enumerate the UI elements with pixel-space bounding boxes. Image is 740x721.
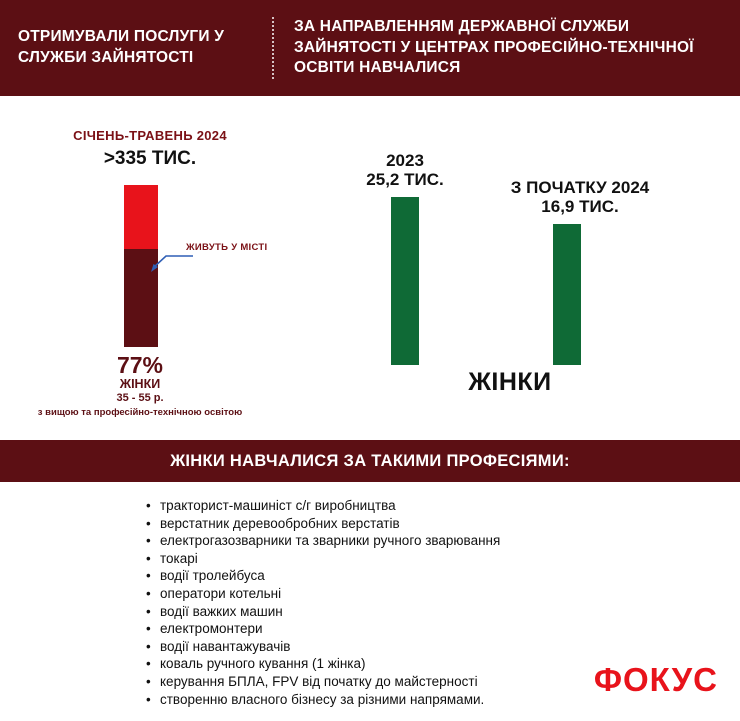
left-total-value: >335 ТИС.: [103, 148, 197, 169]
bar-2024-year-label: З ПОЧАТКУ 2024: [510, 178, 650, 197]
annotation-city-label: ЖИВУТЬ У МІСТІ: [186, 242, 268, 253]
list-item: • коваль ручного кування (1 жінка): [146, 655, 616, 673]
annotation-arrow-icon: [150, 254, 194, 276]
header-banner: [0, 0, 740, 96]
list-item: • керування БПЛА, FPV від початку до майстерності: [146, 673, 616, 691]
professions-banner-text: ЖІНКИ НАВЧАЛИСЯ ЗА ТАКИМИ ПРОФЕСІЯМИ:: [170, 451, 570, 470]
header-left-title: ОТРИМУВАЛИ ПОСЛУГИ У СЛУЖБИ ЗАЙНЯТОСТІ: [18, 28, 225, 66]
list-item: • оператори котельні: [146, 585, 616, 603]
professions-banner: [0, 440, 740, 482]
focus-logo: ФОКУС: [593, 661, 718, 698]
bar-2023: [391, 197, 419, 365]
list-item: • створенню власного бізнесу за різними напрямами.: [146, 691, 616, 709]
left-percent-value: 77%: [116, 352, 164, 378]
list-item: • тракторист-машиніст с/г виробництва: [146, 497, 616, 515]
professions-list: [146, 497, 616, 708]
header-right-title: ЗА НАПРАВЛЕННЯМ ДЕРЖАВНОЇ СЛУЖБИ ЗАЙНЯТОСТІ У ЦЕНТРАХ ПРОФЕСІЙНО-ТЕХНІЧНОЇ ОСВІТИ НАВЧАЛИСЯ: [294, 17, 694, 77]
left-period-label: СІЧЕНЬ-ТРАВЕНЬ 2024: [73, 128, 227, 143]
bar-2024: [553, 224, 581, 365]
list-item: • електромонтери: [146, 620, 616, 638]
bar-2023-value-label: 25,2 ТИС.: [366, 170, 444, 189]
bar-2023-year-label: 2023: [386, 151, 424, 170]
list-item: • токарі: [146, 550, 616, 568]
list-item: • електрогазозварники та зварники ручного зварювання: [146, 532, 616, 550]
list-item: • водії важких машин: [146, 603, 616, 621]
right-caption-women: ЖІНКИ: [468, 368, 552, 396]
left-subtitle-age: 35 - 55 р.: [116, 392, 164, 404]
left-subtitle-women: ЖІНКИ: [119, 377, 161, 391]
list-item: • водії навантажувачів: [146, 638, 616, 656]
bar-segment-other: [124, 185, 158, 249]
left-subtitle-education: з вищою та професійно-технічною освітою: [37, 407, 243, 418]
bar-2024-value-label: 16,9 ТИС.: [541, 197, 619, 216]
list-item: • верстатник деревообробних верстатів: [146, 515, 616, 533]
chart-area: [0, 96, 740, 440]
list-item: • водії тролейбуса: [146, 567, 616, 585]
